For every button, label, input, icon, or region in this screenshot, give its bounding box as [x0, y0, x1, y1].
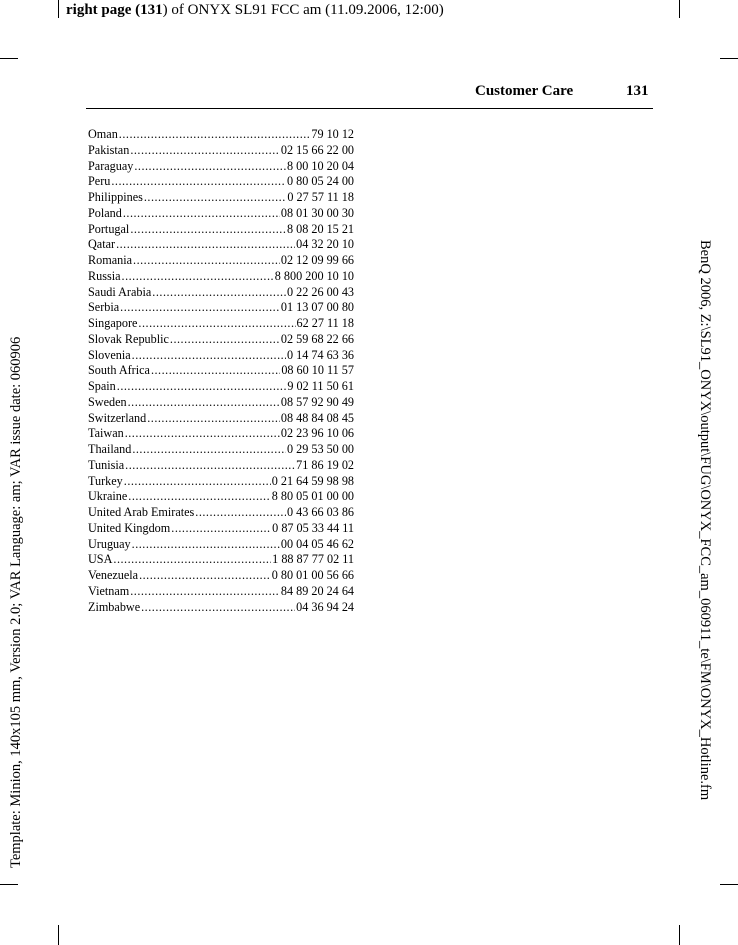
hotline-row [88, 222, 354, 238]
country-name: Philippines [88, 190, 143, 204]
phone-number: 08 60 10 11 57 [281, 363, 354, 378]
phone-number: 02 15 66 22 00 [280, 142, 354, 157]
hotline-row [88, 143, 354, 159]
phone-number: 04 32 20 10 [296, 237, 354, 252]
country-name: Serbia [88, 300, 120, 315]
dot-leader [130, 222, 286, 238]
country-name: Thailand [88, 442, 132, 456]
hotline-row [88, 316, 354, 332]
phone-number: 08 48 84 08 45 [280, 410, 354, 425]
phone-number: 0 22 26 00 43 [286, 284, 354, 299]
dot-leader [125, 426, 280, 442]
country-name: Slovenia [88, 347, 131, 362]
crop-mark [58, 0, 59, 18]
phone-number: 0 27 57 11 18 [287, 190, 354, 204]
phone-number: 0 29 53 50 00 [286, 442, 354, 456]
hotline-row [88, 300, 354, 316]
dot-leader [117, 379, 287, 395]
phone-number: 00 04 05 46 62 [280, 536, 354, 551]
crop-mark [58, 925, 59, 945]
country-name: Paraguay [88, 158, 134, 173]
country-name: Taiwan [88, 426, 124, 441]
country-name: Poland [88, 205, 122, 220]
hotline-row [88, 285, 354, 301]
country-name: Zimbabwe [88, 599, 141, 614]
dot-leader [151, 363, 280, 379]
phone-number: 9 02 11 50 61 [287, 379, 354, 393]
crop-mark [0, 884, 18, 885]
dot-leader [132, 442, 286, 458]
hotline-row [88, 600, 354, 616]
hotline-row [88, 552, 354, 568]
country-name: Tunisia [88, 457, 125, 472]
hotline-row [88, 521, 354, 537]
crop-mark [679, 925, 680, 945]
dot-leader [130, 143, 280, 159]
phone-number: 84 89 20 24 64 [280, 583, 354, 598]
crop-mark [679, 0, 680, 18]
dot-leader [128, 395, 280, 411]
country-name: Pakistan [88, 142, 130, 157]
hotline-row [88, 584, 354, 600]
print-header-page: 131 [140, 2, 163, 18]
dot-leader [125, 458, 295, 474]
hotline-row [88, 269, 354, 285]
dot-leader [132, 348, 286, 364]
hotline-row [88, 474, 354, 490]
phone-number: 0 21 64 59 98 98 [271, 473, 354, 488]
country-name: Slovak Republic [88, 331, 169, 346]
phone-number: 71 86 19 02 [296, 457, 354, 472]
dot-leader [123, 206, 280, 222]
dot-leader [139, 568, 271, 584]
dot-leader [128, 489, 270, 505]
dot-leader [144, 190, 287, 206]
dot-leader [111, 174, 286, 190]
hotline-row [88, 253, 354, 269]
phone-number: 0 80 05 24 00 [286, 174, 354, 189]
country-name: Switzerland [88, 410, 147, 425]
page-number: 131 [626, 83, 649, 99]
hotline-row [88, 537, 354, 553]
section-title: Customer Care [475, 83, 574, 99]
hotline-row [88, 363, 354, 379]
hotline-row [88, 411, 354, 427]
phone-number: 79 10 12 [311, 127, 354, 141]
country-name: USA [88, 552, 113, 567]
phone-number: 02 23 96 10 06 [280, 426, 354, 441]
phone-number: 62 27 11 18 [296, 316, 354, 330]
country-name: Singapore [88, 316, 138, 330]
country-name: Sweden [88, 394, 127, 409]
phone-number: 0 80 01 00 56 66 [271, 568, 354, 582]
country-name: Portugal [88, 221, 130, 236]
country-name: Venezuela [88, 568, 139, 582]
hotline-row [88, 237, 354, 253]
phone-number: 8 800 200 10 10 [274, 268, 354, 283]
dot-leader [122, 269, 274, 285]
dot-leader [120, 300, 280, 316]
hotline-row [88, 174, 354, 190]
country-name: Peru [88, 174, 111, 189]
print-header-prefix: right page ( [66, 2, 141, 18]
dot-leader [124, 474, 271, 490]
hotline-list [88, 127, 354, 615]
dot-leader [171, 521, 271, 537]
dot-leader [134, 159, 286, 175]
country-name: Ukraine [88, 489, 128, 504]
file-path-label: BenQ 2006, Z:\SL91_ONYX\output\FUG\ONYX_FCC_am_060911_te\FM\ONYX_Hotline.fm [697, 240, 713, 801]
hotline-row [88, 395, 354, 411]
dot-leader [170, 332, 280, 348]
phone-number: 0 87 05 33 44 11 [272, 520, 354, 535]
hotline-row [88, 568, 354, 584]
template-info-label: Template: Minion, 140x105 mm, Version 2.0; VAR Language: am; VAR issue date: 060906 [8, 336, 24, 868]
hotline-row [88, 458, 354, 474]
phone-number: 1 88 87 77 02 11 [272, 552, 354, 567]
dot-leader [195, 505, 286, 521]
phone-number: 8 08 20 15 21 [286, 221, 354, 236]
country-name: Romania [88, 253, 133, 267]
hotline-row [88, 332, 354, 348]
phone-number: 04 36 94 24 [296, 599, 354, 614]
crop-mark [720, 884, 738, 885]
country-name: South Africa [88, 363, 150, 378]
hotline-row [88, 426, 354, 442]
country-name: Russia [88, 268, 121, 283]
country-name: Spain [88, 379, 116, 393]
crop-mark [720, 58, 738, 59]
country-name: Uruguay [88, 536, 131, 551]
phone-number: 08 01 30 00 30 [280, 205, 354, 220]
dot-leader [132, 537, 280, 553]
dot-leader [133, 253, 280, 269]
header-rule [86, 108, 653, 109]
hotline-row [88, 348, 354, 364]
hotline-row [88, 379, 354, 395]
country-name: United Kingdom [88, 520, 171, 535]
phone-number: 02 12 09 99 66 [280, 253, 354, 267]
dot-leader [141, 600, 295, 616]
country-name: Saudi Arabia [88, 284, 152, 299]
dot-leader [119, 127, 311, 143]
dot-leader [152, 285, 286, 301]
country-name: United Arab Emirates [88, 505, 195, 519]
print-header [66, 1, 444, 19]
hotline-row [88, 127, 354, 143]
hotline-row [88, 442, 354, 458]
crop-mark [0, 58, 18, 59]
phone-number: 8 00 10 20 04 [286, 158, 354, 173]
hotline-row [88, 206, 354, 222]
phone-number: 0 14 74 63 36 [286, 347, 354, 362]
phone-number: 0 43 66 03 86 [286, 505, 354, 519]
country-name: Vietnam [88, 583, 130, 598]
hotline-row [88, 159, 354, 175]
print-header-suffix: ) of ONYX SL91 FCC am (11.09.2006, 12:00) [162, 2, 444, 18]
dot-leader [138, 316, 295, 332]
dot-leader [130, 584, 280, 600]
country-name: Oman [88, 127, 118, 141]
phone-number: 02 59 68 22 66 [280, 331, 354, 346]
hotline-row [88, 190, 354, 206]
country-name: Turkey [88, 473, 123, 488]
dot-leader [113, 552, 271, 568]
phone-number: 01 13 07 00 80 [280, 300, 354, 315]
hotline-row [88, 505, 354, 521]
dot-leader [147, 411, 280, 427]
hotline-row [88, 489, 354, 505]
country-name: Qatar [88, 237, 116, 252]
phone-number: 8 80 05 01 00 00 [271, 489, 354, 504]
dot-leader [116, 237, 295, 253]
phone-number: 08 57 92 90 49 [280, 394, 354, 409]
